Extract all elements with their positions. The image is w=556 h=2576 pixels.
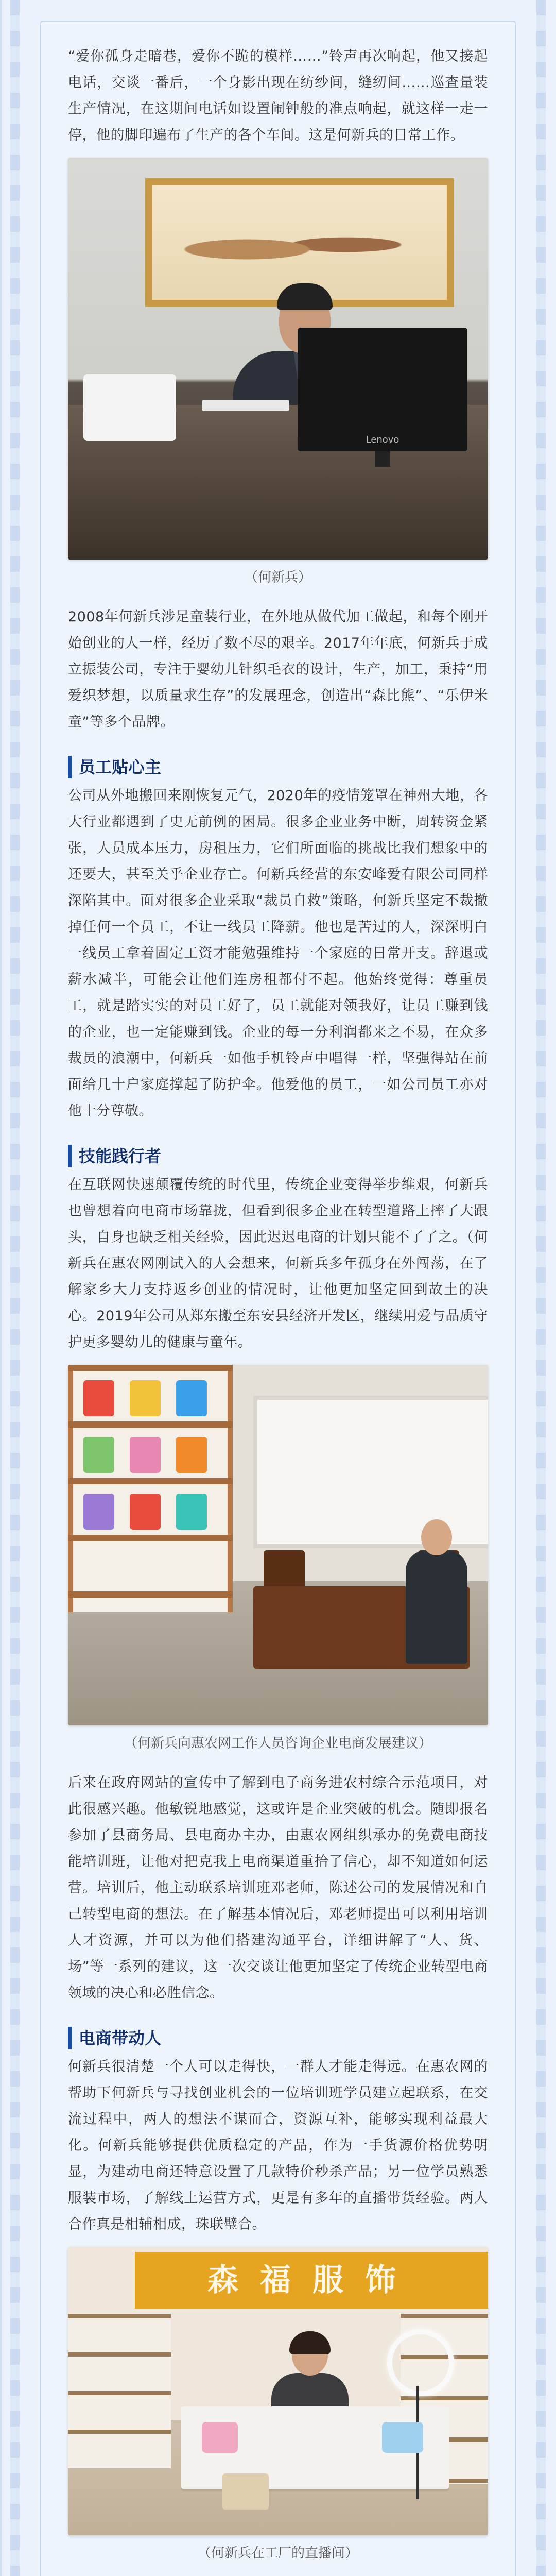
computer-monitor: [298, 328, 467, 451]
photo-caption-1: （何新兵）: [244, 570, 311, 585]
monitor-brand-label: Lenovo: [366, 434, 399, 445]
paragraph-employees: 公司从外地搬回来刚恢复元气，2020年的疫情笼罩在神州大地，各大行业都遇到了史无前例的困局。很多企业业务中断，周转资金紧张，人员成本压力，房租压力，它们所面临的挑战比我们想象中的还要大，甚至关乎企业存亡。何新兵经营的东安峰爱有限公司同样深陷其中。面对很多企业采取“裁员自救”策略，何新兵坚定不裁撤掉任何一个员工，不让一线员工降薪。他也是苦过的人，深深明白一线员工拿着固定工资才能勉强维持一个家庭的日常开支。辞退或薪水减半，可能会让他们连房租都付不起。他始终觉得：尊重员工，就是踏实实的对员工好了，员工就能对领我好，让员工赚到钱的企业，也一定能赚到钱。企业的每一分利润都来之不易，在众多裁员的浪潮中，何新兵一如他手机铃声中唱得一样，坚强得站在前面给几十户家庭撑起了防护伞。他爱他的员工，一如公司员工亦对他十分尊敬。: [68, 788, 488, 1119]
ring-light: [387, 2329, 454, 2396]
product-shelf: [68, 1365, 233, 1612]
section-heading-skills: 技能践行者: [68, 1145, 488, 1167]
section-heading-ecommerce: 电商带动人: [68, 2027, 488, 2049]
keyboard: [202, 400, 289, 411]
photo-live-stream-studio: [68, 2247, 488, 2535]
section-heading-employees: 员工贴心主: [68, 756, 488, 778]
photo-caption-2: （何新兵向惠农网工作人员咨询企业电商发展建议）: [124, 1736, 432, 1751]
right-decorative-border: [536, 0, 546, 2576]
paragraph-skills: 在互联网快速颠覆传统的时代里，传统企业变得举步维艰，何新兵也曾想着向电商市场靠拢，但看到很多企业在转型道路上摔了大跟头，自身也缺乏相关经验，因此迟迟电商的计划只能不了了之。（何新兵在惠农网刚试入的人会想来，何新兵多年孤身在外闯荡，在了解家乡大力支持返乡创业的情况时，让他更加坚定回到故土的决心。2019年公司从郑东搬至东安县经济开发区，继续用爱与品质守护更多婴幼儿的健康与童年。: [68, 1177, 488, 1350]
stool: [222, 2473, 269, 2510]
studio-banner: 森福服饰: [135, 2252, 488, 2309]
paragraph-background: 2008年何新兵涉足童装行业，在外地从做代加工做起，和每个刚开始创业的人一样，经历了数不尽的艰辛。2017年年底，何新兵于成立振装公司，专注于婴幼儿针织毛衣的设计，生产，加工，秉持“用爱织梦想，以质量求生存”的发展理念，创造出“森比熊”、“乐伊米童”等多个品牌。: [68, 609, 488, 730]
person-figure: [401, 1519, 473, 1664]
paragraph-intro: “爱你孤身走暗巷，爱你不跪的模样……”铃声再次响起，他又接起电话，交谈一番后，一个身影出现在纺纱间，缝纫间……巡查量装生产情况，在这期间电话如设置闹钟般的准点响起，就这样一走一停，他的脚印遍布了生产的各个车间。这是何新兵的日常工作。: [68, 48, 488, 143]
photo-showroom-consultation: [68, 1365, 488, 1725]
paragraph-cooperation: 何新兵很清楚一个人可以走得快，一群人才能走得远。在惠农网的帮助下何新兵与寻找创业机会的一位培训班学员建立起联系，在交流过程中，两人的想法不谋而合，资源互补，能够实现利益最大化。何新兵能够提供优质稳定的产品，作为一手货源价格优势明显，为建动电商还特意设置了几款特价秒杀产品；另一位学员熟悉服装市场，了解线上运营方式，更是有多年的直播带货经验。两人合作真是相辅相成，珠联璧合。: [68, 2059, 488, 2232]
photo-he-xinbing-office: [68, 158, 488, 560]
left-decorative-border: [10, 0, 20, 2576]
product-shelf: [68, 2314, 171, 2468]
paragraph-training: 后来在政府网站的宣传中了解到电子商务进农村综合示范项目，对此很感兴趣。他敏锐地感觉，这或许是企业突破的机会。随即报名参加了县商务局、县电商办主办，由惠农网组织承办的免费电商技能培训班，让他对把克我上电商渠道重拾了信心，却不知道如何运营。培训后，他主动联系培训班邓老师，陈述公司的发展情况和自己转型电商的想法。在了解基本情况后，邓老师提出可以利用培训人才资源，并可以为他们搭建沟通平台，详细讲解了“人、货、场”等一系列的建议，这一次交谈让他更加坚定了传统企业转型电商领域的决心和必胜信念。: [68, 1775, 488, 2001]
desk-phone: [83, 374, 176, 441]
article-card: [40, 21, 516, 2576]
photo-caption-3: （何新兵在工厂的直播间）: [197, 2546, 358, 2561]
